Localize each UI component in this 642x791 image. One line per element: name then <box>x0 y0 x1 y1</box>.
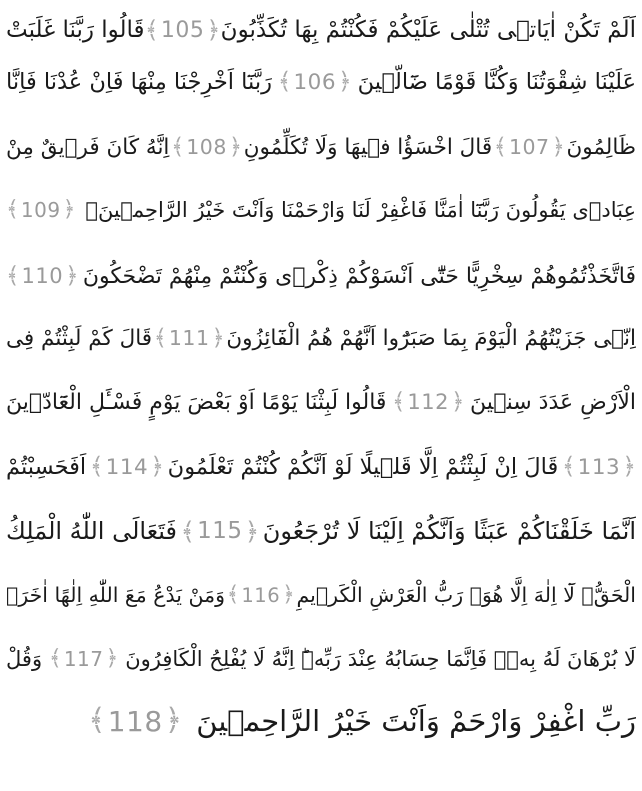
ayah-bracket-open-icon: ﴾ <box>180 516 196 546</box>
ayah-number: 105 <box>160 17 205 43</box>
ayah-bracket-close-icon: ﴿ <box>105 646 119 671</box>
verse-text: اِنّٖى جَزَيْتُهُمُ الْيَوْمَ بِمَا صَبَرُٓوا اَنَّهُمْ هُمُ الْفَٓائِزُونَ <box>226 325 636 351</box>
ayah-number: 111 <box>168 326 210 350</box>
ayah-bracket-open-icon: ﴾ <box>6 262 20 289</box>
ayah-bracket-close-icon: ﴿ <box>244 516 260 546</box>
ayah-bracket-open-icon: ﴾ <box>48 646 62 671</box>
ayah-number-marker <box>561 452 636 481</box>
ayah-bracket-close-icon: ﴿ <box>622 452 636 481</box>
verse-text: اَنَّمَا خَلَقْنَاكُمْ عَبَثًا وَاَنَّكُمْ اِلَيْنَا لَا تُرْجَعُونَ <box>262 517 636 545</box>
verse-line <box>6 374 636 430</box>
verse-line <box>6 693 636 749</box>
verse-text: اَفَحَسِبْتُمْ <box>6 454 87 480</box>
ayah-number-marker <box>6 198 75 222</box>
ayah-number-marker <box>6 264 79 288</box>
ayah-bracket-close-icon: ﴿ <box>62 197 76 222</box>
verse-line <box>6 2 636 58</box>
ayah-number-marker <box>227 584 295 607</box>
verse-text: قَالَ كَمْ لَبِثْتُمْ فِى <box>6 325 153 351</box>
verse-text: قَالَ اِنْ لَبِثْتُمْ اِلَّا قَلٖيلًا لَوْ اَنَّكُمْ كُنْتُمْ تَعْلَمُونَ <box>167 454 559 480</box>
ayah-number: 110 <box>21 264 64 288</box>
ayah-number: 114 <box>105 454 149 480</box>
verse-text: لَا بُرْهَانَ لَهُ بِهٖۙ فَاِنَّمَا حِسَابُهُ عِنْدَ رَبِّهٖؕ اِنَّهُ لَا يُفْلِحُ الْكَافِرُونَ <box>125 647 636 671</box>
ayah-bracket-open-icon: ﴾ <box>88 703 106 738</box>
ayah-bracket-close-icon: ﴿ <box>65 262 79 289</box>
ayah-bracket-close-icon: ﴿ <box>150 452 164 481</box>
ayah-number: 113 <box>577 454 621 480</box>
verse-text: الْحَقُّۚ لَٓا اِلٰهَ اِلَّا هُوَۚ رَبُّ الْعَرْشِ الْكَرٖيمِ <box>296 583 636 607</box>
ayah-bracket-close-icon: ﴿ <box>206 16 221 44</box>
ayah-number-marker <box>494 135 565 159</box>
verse-text: قَالُوا لَبِثْنَا يَوْمًا اَوْ بَعْضَ يَوْمٍ فَسْـَٔلِ الْعَٓادّٖينَ <box>6 389 387 415</box>
verse-text: وَمَنْ يَدْعُ مَعَ اللّٰهِ اِلٰهًا اٰخَرَۙ <box>6 583 226 607</box>
ayah-number: 118 <box>107 704 163 738</box>
ayah-bracket-close-icon: ﴿ <box>228 133 243 160</box>
ayah-bracket-close-icon: ﴿ <box>338 67 352 96</box>
ayah-number-marker <box>154 326 225 350</box>
ayah-bracket-open-icon: ﴾ <box>493 133 507 160</box>
ayah-bracket-open-icon: ﴾ <box>89 452 104 481</box>
ayah-number-marker <box>277 67 352 96</box>
verse-line <box>6 54 636 110</box>
ayah-number: 107 <box>508 135 550 159</box>
ayah-number-marker <box>392 390 465 414</box>
ayah-number: 108 <box>186 135 227 159</box>
verse-text: اَلَمْ تَكُنْ اٰيَاتٖى تُتْلٰى عَلَيْكُمْ فَكُنْتُمْ بِهَا تُكَذِّبُونَ <box>220 17 636 43</box>
ayah-number: 116 <box>241 583 281 607</box>
ayah-bracket-open-icon: ﴾ <box>144 16 159 44</box>
verse-text: عِبَادٖى يَقُولُونَ رَبَّنَٓا اٰمَنَّا فَاغْفِرْ لَنَا وَارْحَمْنَا وَاَنْتَ خَيْرُ الرَّاحِمٖينَۚ <box>85 198 636 222</box>
ayah-number-marker <box>88 705 182 738</box>
ayah-number-marker <box>89 452 164 481</box>
verse-line <box>6 631 636 687</box>
verse-text: وَقُلْ <box>6 647 43 671</box>
ayah-bracket-close-icon: ﴿ <box>451 388 465 415</box>
verse-text: رَبَّنَٓا اَخْرِجْنَا مِنْهَا فَاِنْ عُدْنَا فَاِنَّا <box>6 69 272 95</box>
ayah-bracket-open-icon: ﴾ <box>6 197 19 222</box>
verse-text: رَبِّ اغْفِرْ وَارْحَمْ وَاَنْتَ خَيْرُ الرَّاحِمٖينَ <box>196 704 636 738</box>
verse-line <box>6 310 636 366</box>
verse-line <box>6 182 636 238</box>
ayah-number-marker <box>145 18 221 43</box>
ayah-bracket-close-icon: ﴿ <box>164 703 183 738</box>
ayah-number: 117 <box>63 647 104 671</box>
verse-text: فَتَعَالَى اللّٰهُ الْمَلِكُ <box>6 517 178 545</box>
ayah-bracket-close-icon: ﴿ <box>282 582 295 608</box>
ayah-number: 115 <box>197 518 243 544</box>
ayah-number-marker <box>171 135 242 159</box>
ayah-bracket-open-icon: ﴾ <box>561 452 576 481</box>
verse-text: اِنَّهُ كَانَ فَرٖيقٌ مِنْ <box>6 134 170 160</box>
ayah-bracket-close-icon: ﴿ <box>551 133 565 160</box>
ayah-number: 112 <box>407 390 450 414</box>
ayah-number-marker <box>49 647 118 671</box>
verse-text: الْاَرْضِ عَدَدَ سِنٖينَ <box>470 389 636 415</box>
ayah-bracket-open-icon: ﴾ <box>277 67 292 96</box>
verse-text: عَلَيْنَا شِقْوَتُنَا وَكُنَّا قَوْمًا ضَٓالّٖينَ <box>357 69 636 95</box>
verse-text: قَالُوا رَبَّنَا غَلَبَتْ <box>6 17 145 43</box>
ayah-bracket-open-icon: ﴾ <box>226 582 240 608</box>
verse-line <box>6 119 636 175</box>
verse-line <box>6 503 636 559</box>
ayah-number: 106 <box>293 69 337 95</box>
ayah-number: 109 <box>20 198 61 222</box>
ayah-bracket-close-icon: ﴿ <box>211 324 225 351</box>
verse-line <box>6 567 636 623</box>
verse-text: ظَالِمُونَ <box>566 134 636 160</box>
verse-text: فَاتَّخَذْتُمُوهُمْ سِخْرِيًّا حَتّٰٓى اَنْسَوْكُمْ ذِكْرٖى وَكُنْتُمْ مِنْهُمْ تَضْحَكُونَ <box>82 263 636 289</box>
verse-line <box>6 248 636 304</box>
verse-text: قَالَ اخْسَؤُا فٖيهَا وَلَا تُكَلِّمُونِ <box>243 134 493 160</box>
ayah-bracket-open-icon: ﴾ <box>153 324 167 351</box>
verse-line <box>6 439 636 495</box>
ayah-number-marker <box>181 518 260 544</box>
ayah-bracket-open-icon: ﴾ <box>171 133 185 160</box>
ayah-bracket-open-icon: ﴾ <box>391 388 406 415</box>
